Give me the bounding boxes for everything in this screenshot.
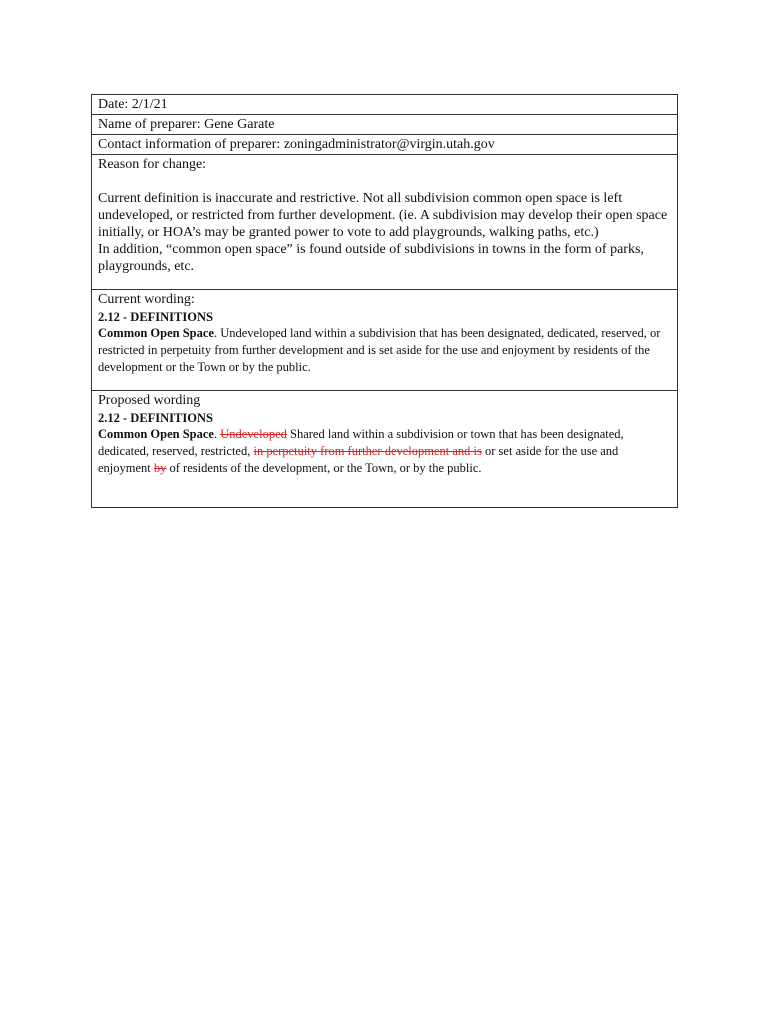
proposed-term: Common Open Space (98, 427, 214, 441)
reason-heading: Reason for change: (98, 157, 207, 172)
deleted-text-1: Undeveloped (220, 427, 287, 441)
proposed-wording-section (92, 391, 677, 507)
reason-paragraph-2: In addition, “common open space” is found outside of subdivisions in towns in the form of parks, playgrounds, etc. (98, 242, 644, 274)
current-definition-text: . Undeveloped land within a subdivision that has been designated, dedicated, reserved, or restricted in perpetuity from further development and is set aside for the use and enjoyment by residents of the development or the Town or by the public. (98, 326, 661, 374)
preparer-text: Name of preparer: Gene Garate (98, 117, 275, 132)
proposed-text-3: or set aside for the use and enjoyment (98, 444, 619, 475)
deleted-text-3: by (153, 461, 167, 475)
current-term: Common Open Space (98, 326, 214, 340)
change-request-form (91, 94, 678, 508)
date-row (92, 95, 677, 115)
proposed-definition (98, 426, 671, 477)
proposed-heading: Proposed wording (98, 393, 201, 408)
proposed-text-1: . (213, 427, 221, 441)
deleted-text-2: in perpetuity from further development and is (253, 444, 482, 458)
preparer-row (92, 115, 677, 135)
proposed-text-2: Shared land within a subdivision or town that has been designated, dedicated, reserved, restricted, (98, 427, 624, 458)
current-definition (98, 325, 671, 376)
reason-paragraph-1: Current definition is inaccurate and restrictive. Not all subdivision common open space is left undeveloped, or restricted from further development. (ie. A subdivision may develop their open space initially, or HOA’s may be granted power to vote to add playgrounds, walking paths, etc.) (98, 191, 668, 240)
reason-section (92, 155, 677, 290)
proposed-text-4: of residents of the development, or the Town, or by the public. (166, 461, 482, 475)
date-text: Date: 2/1/21 (98, 97, 168, 112)
proposed-section-title: 2.12 - DEFINITIONS (98, 411, 213, 425)
contact-text: Contact information of preparer: zoningadministrator@virgin.utah.gov (98, 137, 495, 152)
current-section-title: 2.12 - DEFINITIONS (98, 310, 213, 324)
contact-row (92, 135, 677, 155)
current-wording-section (92, 290, 677, 391)
current-heading: Current wording: (98, 292, 195, 307)
